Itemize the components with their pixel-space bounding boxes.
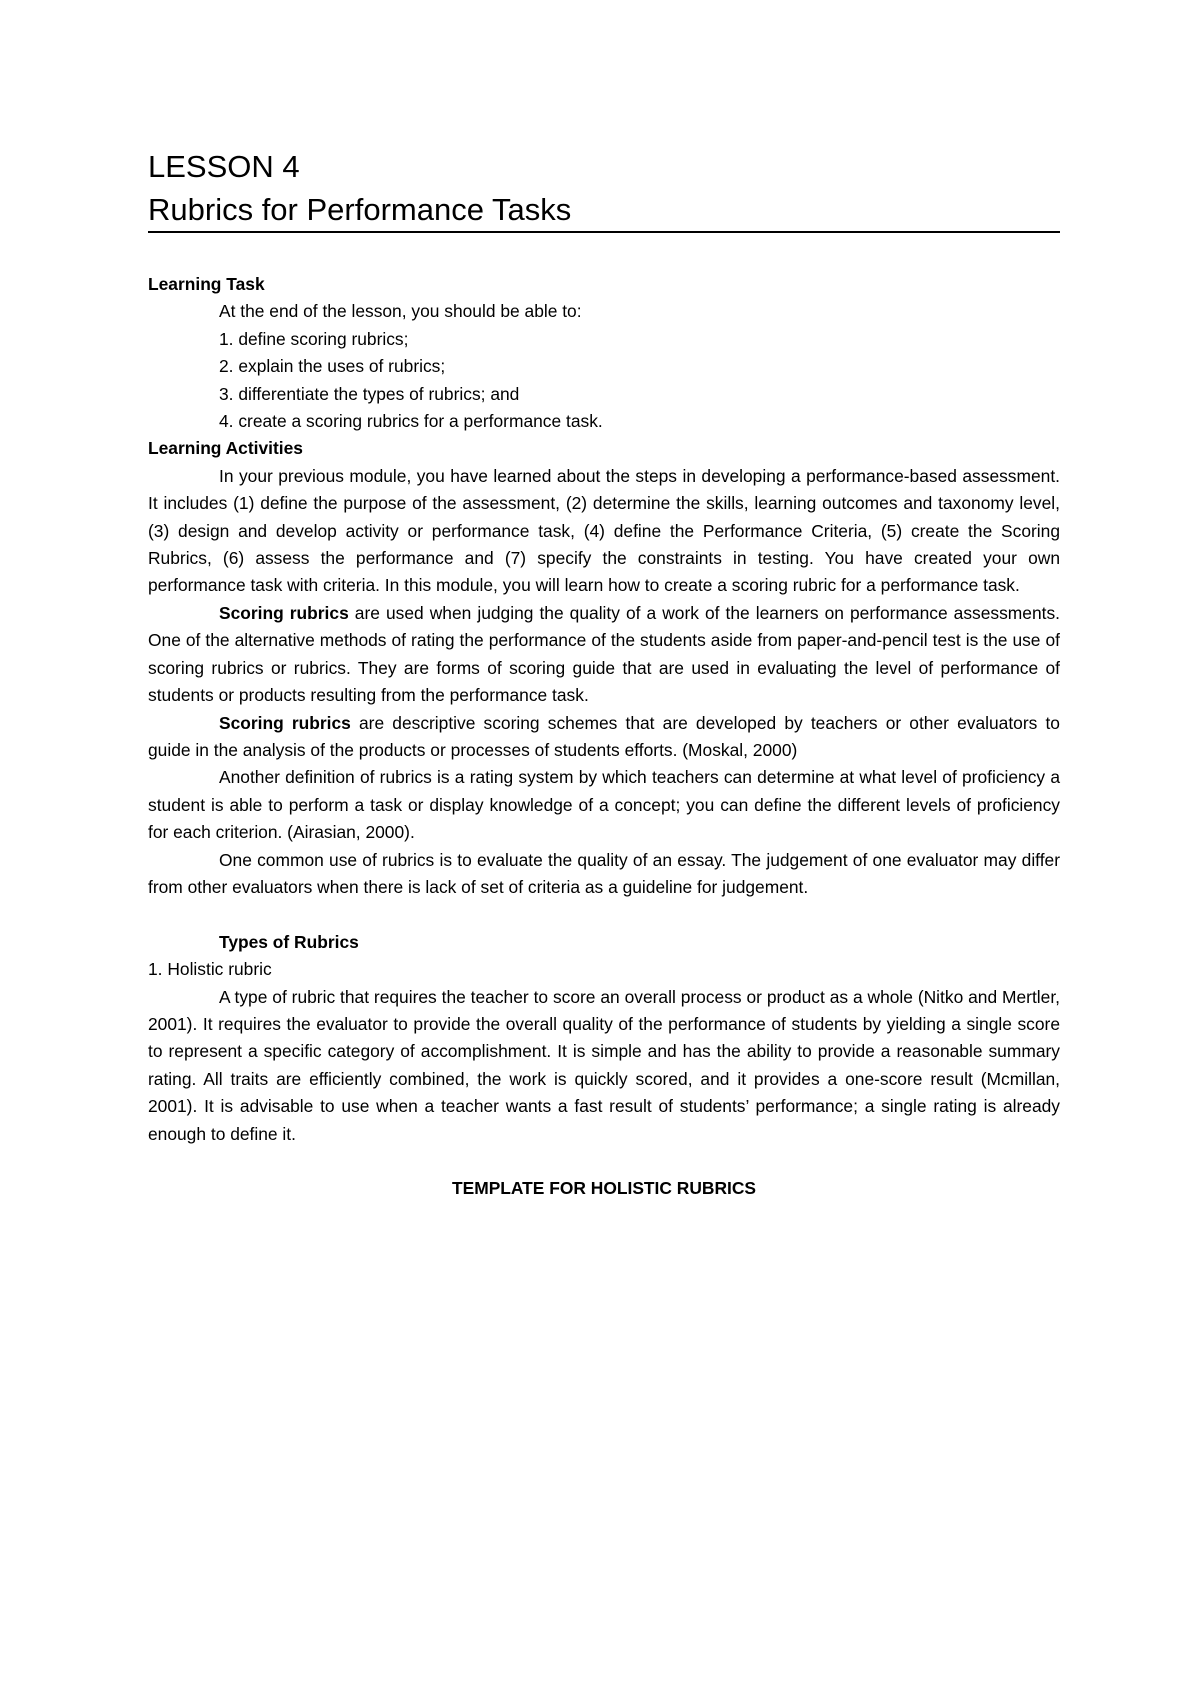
activities-paragraph-1: In your previous module, you have learned about the steps in developing a performance-based assessment. It includes (1) define the purpose of the assessment, (2) determine the skills, learning outcomes and taxonomy level, (3) design and develop activity or performance task, (4) define the Performance Criteria, (5) create the Scoring Rubrics, (6) assess the performance and (7) specify the constraints in testing. You have created your own performance task with criteria. In this module, you will learn how to create a scoring rubric for a performance task. bbox=[148, 465, 1060, 596]
learning-task-intro: At the end of the lesson, you should be able to: bbox=[219, 301, 582, 322]
activities-paragraph-5: One common use of rubrics is to evaluate the quality of an essay. The judgement of one evaluator may differ from other evaluators when there is lack of set of criteria as a guideline for judgement. bbox=[148, 849, 1060, 897]
blank-line bbox=[148, 1148, 1060, 1175]
holistic-rubric-label: 1. Holistic rubric bbox=[148, 959, 272, 980]
lesson-label: LESSON 4 bbox=[148, 149, 300, 184]
holistic-rubric-paragraph: A type of rubric that requires the teacher to score an overall process or product as a whole (Nitko and Mertler, 2001). It requires the evaluator to provide the overall quality of the performance of students by yielding a single score to represent a specific category of accomplishment. It is simple and has the ability to provide a reasonable summary rating. All traits are efficiently combined, the work is quickly scored, and it provides a one-score result (Mcmillan, 2001). It is advisable to use when a teacher wants a fast result of students’ performance; a single rating is already enough to define it. bbox=[148, 986, 1060, 1144]
term-scoring-rubrics: Scoring rubrics bbox=[219, 602, 349, 623]
objective-item: 4. create a scoring rubrics for a performance task. bbox=[219, 411, 603, 432]
activities-paragraph-4: Another definition of rubrics is a rating system by which teachers can determine at what level of proficiency a student is able to perform a task or display knowledge of a concept; you can define the different levels of proficiency for each criterion. (Airasian, 2000). bbox=[148, 767, 1060, 843]
term-scoring-rubrics: Scoring rubrics bbox=[219, 712, 351, 733]
document-body bbox=[148, 271, 1060, 1203]
types-of-rubrics-heading: Types of Rubrics bbox=[219, 931, 359, 952]
objective-item: 2. explain the uses of rubrics; bbox=[219, 356, 446, 377]
learning-task-heading: Learning Task bbox=[148, 274, 265, 294]
template-heading: TEMPLATE FOR HOLISTIC RUBRICS bbox=[451, 1178, 756, 1199]
title-underline bbox=[148, 231, 1060, 233]
paragraph-text: are descriptive scoring schemes that are developed by teachers or other evaluators to guide in the analysis of the products or processes of students efforts. (Moskal, 2000) bbox=[148, 712, 1060, 760]
blank-line bbox=[148, 901, 1060, 928]
learning-activities-heading: Learning Activities bbox=[148, 438, 303, 459]
activities-paragraph-2 bbox=[148, 600, 1060, 710]
lesson-title: Rubrics for Performance Tasks bbox=[148, 192, 572, 227]
paragraph-text: are used when judging the quality of a work of the learners on performance assessments. One of the alternative methods of rating the performance of the students aside from paper-and-pencil test is the use of scoring rubrics or rubrics. They are forms of scoring guide that are used in evaluating the level of performance of students or products resulting from the performance task. bbox=[148, 602, 1060, 706]
activities-paragraph-3 bbox=[148, 710, 1060, 765]
objective-item: 3. differentiate the types of rubrics; and bbox=[219, 383, 520, 404]
objective-item: 1. define scoring rubrics; bbox=[219, 328, 409, 349]
